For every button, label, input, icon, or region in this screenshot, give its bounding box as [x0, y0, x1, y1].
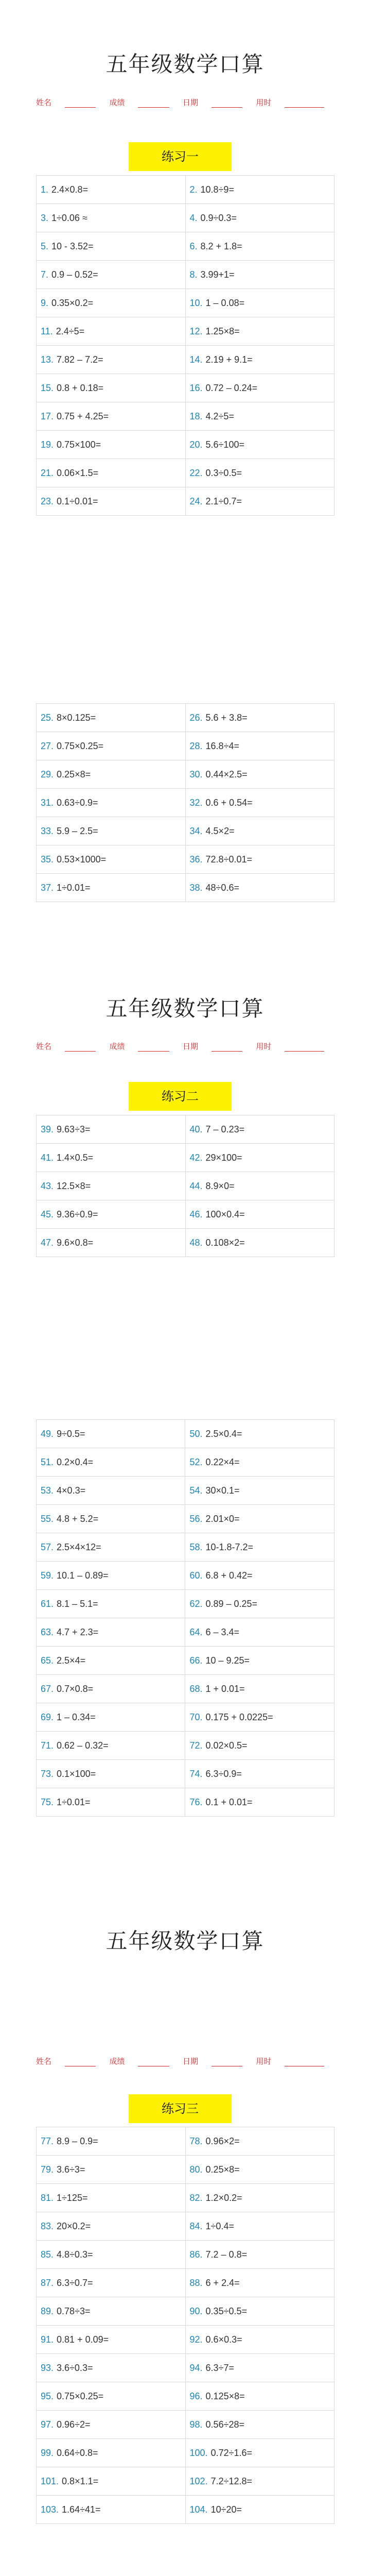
- table-row: [37, 1477, 334, 1505]
- problem-cell: 66. 10 – 9.25=: [185, 1647, 334, 1675]
- problem-cell: 78. 0.96×2=: [185, 2127, 334, 2156]
- problem-cell: 7. 0.9 – 0.52=: [37, 261, 186, 289]
- problem-cell: 91. 0.81 + 0.09=: [37, 2326, 186, 2354]
- name-label: 姓名: [36, 1042, 52, 1051]
- problem-cell: 76. 0.1 + 0.01=: [185, 1788, 334, 1817]
- table-row: [37, 817, 334, 845]
- problem-cell: 8. 3.99+1=: [185, 261, 334, 289]
- problem-cell: 81. 1÷125=: [37, 2184, 186, 2212]
- problem-cell: 75. 1÷0.01=: [37, 1788, 185, 1817]
- problem-cell: 68. 1 + 0.01=: [185, 1675, 334, 1703]
- table-row: [37, 487, 334, 516]
- problem-cell: 54. 30×0.1=: [185, 1477, 334, 1505]
- problem-cell: 98. 0.56÷28=: [185, 2411, 334, 2439]
- problem-cell: 52. 0.22×4=: [185, 1448, 334, 1477]
- problem-cell: 103. 1.64÷41=: [37, 2496, 186, 2524]
- problem-cell: 3. 1÷0.06 ≈: [37, 204, 186, 232]
- table-row: [37, 2297, 334, 2326]
- exercise-badge: 练习三: [129, 2094, 232, 2123]
- table-row: [37, 732, 334, 760]
- table-row: [37, 1788, 334, 1817]
- problem-cell: 100. 0.72÷1.6=: [185, 2439, 334, 2467]
- problem-table: [36, 2127, 334, 2524]
- table-row: [37, 346, 334, 374]
- table-row: [37, 204, 334, 232]
- problem-table: [36, 175, 334, 516]
- problem-cell: 12. 1.25×8=: [185, 317, 334, 346]
- problem-cell: 82. 1.2×0.2=: [185, 2184, 334, 2212]
- table-row: [37, 2184, 334, 2212]
- table-row: [37, 1172, 334, 1200]
- problem-cell: 14. 2.19 + 9.1=: [185, 346, 334, 374]
- problem-cell: 27. 0.75×0.25=: [37, 732, 186, 760]
- table-row: [37, 459, 334, 487]
- table-row: [37, 1420, 334, 1448]
- problem-cell: 31. 0.63÷0.9=: [37, 789, 186, 817]
- problem-cell: 32. 0.6 + 0.54=: [185, 789, 334, 817]
- problem-cell: 93. 3.6÷0.3=: [37, 2354, 186, 2382]
- problem-cell: 20. 5.6÷100=: [185, 431, 334, 459]
- table-row: [37, 704, 334, 732]
- problem-cell: 80. 0.25×8=: [185, 2156, 334, 2184]
- exercise-badge: 练习二: [129, 1082, 232, 1111]
- table-row: [37, 317, 334, 346]
- problem-cell: 49. 9÷0.5=: [37, 1420, 185, 1448]
- name-label: 姓名: [36, 98, 52, 107]
- problem-cell: 43. 12.5×8=: [37, 1172, 186, 1200]
- problem-cell: 64. 6 – 3.4=: [185, 1618, 334, 1647]
- problem-cell: 53. 4×0.3=: [37, 1477, 185, 1505]
- problem-cell: 34. 4.5×2=: [185, 817, 334, 845]
- problem-cell: 94. 6.3÷7=: [185, 2354, 334, 2382]
- table-row: [37, 1144, 334, 1172]
- table-row: [37, 232, 334, 261]
- problem-cell: 61. 8.1 – 5.1=: [37, 1590, 185, 1618]
- name-label: 姓名: [36, 2057, 52, 2066]
- table-row: [37, 2354, 334, 2382]
- table-row: [37, 2411, 334, 2439]
- problem-cell: 42. 29×100=: [185, 1144, 334, 1172]
- table-row: [37, 1448, 334, 1477]
- problem-cell: 102. 7.2÷12.8=: [185, 2467, 334, 2496]
- problem-cell: 62. 0.89 – 0.25=: [185, 1590, 334, 1618]
- table-row: [37, 1760, 334, 1788]
- problem-cell: 99. 0.64÷0.8=: [37, 2439, 186, 2467]
- problem-cell: 74. 6.3÷0.9=: [185, 1760, 334, 1788]
- problem-cell: 90. 0.35÷0.5=: [185, 2297, 334, 2326]
- table-row: [37, 374, 334, 402]
- problem-cell: 4. 0.9÷0.3=: [185, 204, 334, 232]
- table-row: [37, 789, 334, 817]
- problem-cell: 6. 8.2 + 1.8=: [185, 232, 334, 261]
- problem-cell: 57. 2.5×4×12=: [37, 1533, 185, 1562]
- table-row: [37, 1115, 334, 1144]
- table-row: [37, 1229, 334, 1257]
- problem-cell: 5. 10 - 3.52=: [37, 232, 186, 261]
- problem-table: [36, 1419, 334, 1817]
- table-row: [37, 2212, 334, 2241]
- problem-cell: 10. 1 – 0.08=: [185, 289, 334, 317]
- date-label: 日期: [182, 1042, 198, 1051]
- score-label: 成绩: [109, 2057, 125, 2066]
- page-title: 五年级数学口算: [105, 52, 265, 77]
- table-row: [37, 1590, 334, 1618]
- problem-cell: 44. 8.9×0=: [185, 1172, 334, 1200]
- problem-cell: 41. 1.4×0.5=: [37, 1144, 186, 1172]
- problem-cell: 22. 0.3÷0.5=: [185, 459, 334, 487]
- table-row: [37, 1647, 334, 1675]
- problem-cell: 70. 0.175 + 0.0225=: [185, 1703, 334, 1732]
- problem-cell: 73. 0.1×100=: [37, 1760, 185, 1788]
- problem-cell: 84. 1÷0.4=: [185, 2212, 334, 2241]
- table-row: [37, 2269, 334, 2297]
- student-info-line: [36, 2056, 324, 2066]
- date-label: 日期: [182, 98, 198, 107]
- table-row: [37, 2156, 334, 2184]
- problem-cell: 101. 0.8×1.1=: [37, 2467, 186, 2496]
- table-row: [37, 176, 334, 204]
- problem-cell: 86. 7.2 – 0.8=: [185, 2241, 334, 2269]
- table-row: [37, 760, 334, 789]
- problem-cell: 92. 0.6×0.3=: [185, 2326, 334, 2354]
- problem-cell: 69. 1 – 0.34=: [37, 1703, 185, 1732]
- table-row: [37, 2127, 334, 2156]
- table-row: [37, 431, 334, 459]
- table-row: [37, 1533, 334, 1562]
- problem-cell: 2. 10.8÷9=: [185, 176, 334, 204]
- problem-cell: 58. 10-1.8-7.2=: [185, 1533, 334, 1562]
- problem-cell: 37. 1÷0.01=: [37, 874, 186, 902]
- problem-cell: 40. 7 – 0.23=: [185, 1115, 334, 1144]
- problem-cell: 30. 0.44×2.5=: [185, 760, 334, 789]
- problem-cell: 104. 10÷20=: [185, 2496, 334, 2524]
- table-row: [37, 2326, 334, 2354]
- problem-cell: 19. 0.75×100=: [37, 431, 186, 459]
- table-row: [37, 402, 334, 431]
- problem-cell: 50. 2.5×0.4=: [185, 1420, 334, 1448]
- problem-cell: 85. 4.8÷0.3=: [37, 2241, 186, 2269]
- problem-cell: 88. 6 + 2.4=: [185, 2269, 334, 2297]
- problem-cell: 26. 5.6 + 3.8=: [185, 704, 334, 732]
- problem-cell: 1. 2.4×0.8=: [37, 176, 186, 204]
- problem-cell: 47. 9.6×0.8=: [37, 1229, 186, 1257]
- page-title: 五年级数学口算: [105, 1928, 265, 1954]
- problem-cell: 77. 8.9 – 0.9=: [37, 2127, 186, 2156]
- exercise-badge: 练习一: [129, 142, 232, 171]
- problem-cell: 9. 0.35×0.2=: [37, 289, 186, 317]
- problem-cell: 28. 16.8÷4=: [185, 732, 334, 760]
- problem-table: [36, 703, 334, 902]
- problem-cell: 56. 2.01×0=: [185, 1505, 334, 1533]
- score-label: 成绩: [109, 98, 125, 107]
- problem-cell: 48. 0.108×2=: [185, 1229, 334, 1257]
- problem-table: [36, 1115, 334, 1257]
- problem-cell: 17. 0.75 + 4.25=: [37, 402, 186, 431]
- time-label: 用时: [256, 1042, 272, 1051]
- table-row: [37, 1505, 334, 1533]
- date-label: 日期: [182, 2057, 198, 2066]
- table-row: [37, 2241, 334, 2269]
- problem-cell: 67. 0.7×0.8=: [37, 1675, 185, 1703]
- problem-cell: 36. 72.8÷0.01=: [185, 845, 334, 874]
- table-row: [37, 289, 334, 317]
- time-label: 用时: [256, 98, 272, 107]
- problem-cell: 51. 0.2×0.4=: [37, 1448, 185, 1477]
- problem-cell: 33. 5.9 – 2.5=: [37, 817, 186, 845]
- problem-cell: 13. 7.82 – 7.2=: [37, 346, 186, 374]
- table-row: [37, 2382, 334, 2411]
- problem-cell: 38. 48÷0.6=: [185, 874, 334, 902]
- problem-cell: 21. 0.06×1.5=: [37, 459, 186, 487]
- student-info-line: [36, 1041, 324, 1052]
- problem-cell: 95. 0.75×0.25=: [37, 2382, 186, 2411]
- problem-cell: 46. 100×0.4=: [185, 1200, 334, 1229]
- problem-cell: 11. 2.4÷5=: [37, 317, 186, 346]
- problem-cell: 63. 4.7 + 2.3=: [37, 1618, 185, 1647]
- table-row: [37, 1562, 334, 1590]
- problem-cell: 29. 0.25×8=: [37, 760, 186, 789]
- table-row: [37, 845, 334, 874]
- table-row: [37, 1732, 334, 1760]
- score-label: 成绩: [109, 1042, 125, 1051]
- problem-cell: 79. 3.6÷3=: [37, 2156, 186, 2184]
- problem-cell: 15. 0.8 + 0.18=: [37, 374, 186, 402]
- problem-cell: 65. 2.5×4=: [37, 1647, 185, 1675]
- problem-cell: 87. 6.3÷0.7=: [37, 2269, 186, 2297]
- problem-cell: 35. 0.53×1000=: [37, 845, 186, 874]
- problem-cell: 23. 0.1÷0.01=: [37, 487, 186, 516]
- problem-cell: 72. 0.02×0.5=: [185, 1732, 334, 1760]
- table-row: [37, 1675, 334, 1703]
- problem-cell: 96. 0.125×8=: [185, 2382, 334, 2411]
- table-row: [37, 1703, 334, 1732]
- problem-cell: 24. 2.1÷0.7=: [185, 487, 334, 516]
- problem-cell: 89. 0.78÷3=: [37, 2297, 186, 2326]
- problem-cell: 83. 20×0.2=: [37, 2212, 186, 2241]
- page-title: 五年级数学口算: [105, 996, 265, 1021]
- table-row: [37, 2439, 334, 2467]
- table-row: [37, 1200, 334, 1229]
- problem-cell: 60. 6.8 + 0.42=: [185, 1562, 334, 1590]
- table-row: [37, 1618, 334, 1647]
- table-row: [37, 2467, 334, 2496]
- problem-cell: 59. 10.1 – 0.89=: [37, 1562, 185, 1590]
- problem-cell: 45. 9.36÷0.9=: [37, 1200, 186, 1229]
- table-row: [37, 261, 334, 289]
- time-label: 用时: [256, 2057, 272, 2066]
- table-row: [37, 2496, 334, 2524]
- problem-cell: 97. 0.96÷2=: [37, 2411, 186, 2439]
- problem-cell: 25. 8×0.125=: [37, 704, 186, 732]
- problem-cell: 55. 4.8 + 5.2=: [37, 1505, 185, 1533]
- problem-cell: 71. 0.62 – 0.32=: [37, 1732, 185, 1760]
- table-row: [37, 874, 334, 902]
- problem-cell: 18. 4.2÷5=: [185, 402, 334, 431]
- problem-cell: 16. 0.72 – 0.24=: [185, 374, 334, 402]
- problem-cell: 39. 9.63÷3=: [37, 1115, 186, 1144]
- student-info-line: [36, 97, 324, 108]
